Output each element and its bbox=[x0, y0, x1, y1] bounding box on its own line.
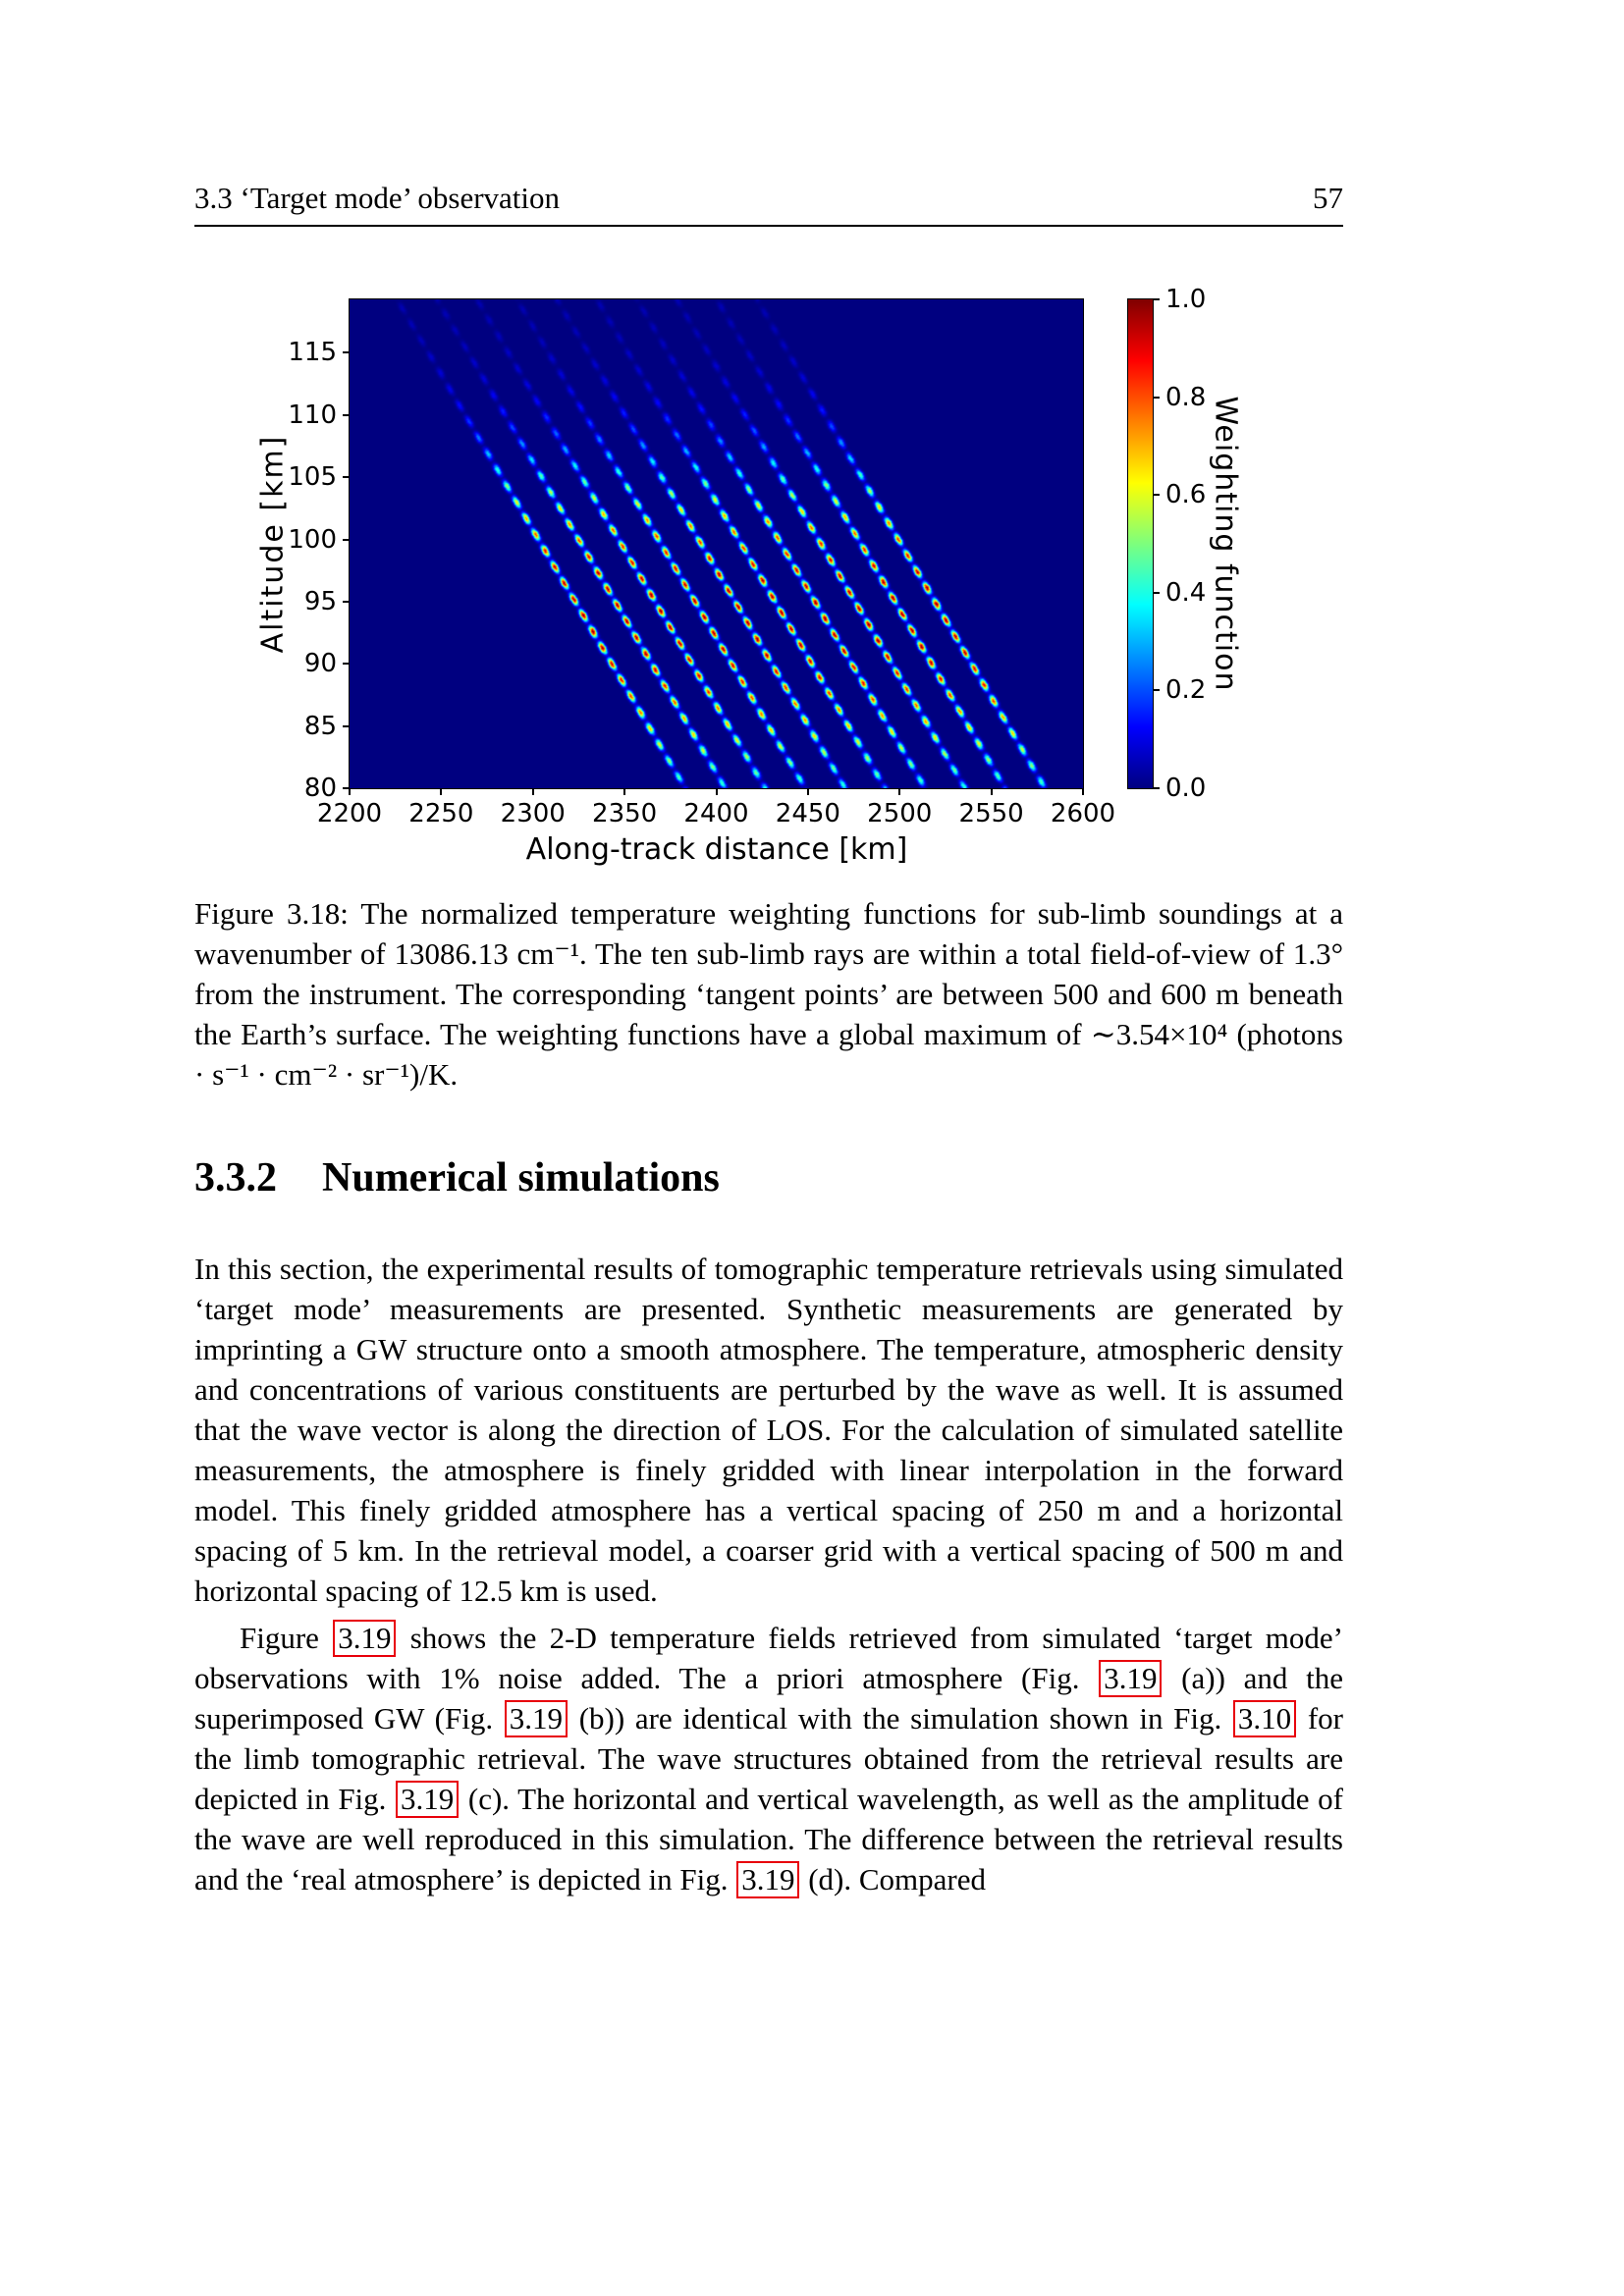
x-tick-label: 2250 bbox=[408, 799, 474, 828]
page-number: 57 bbox=[1313, 181, 1343, 215]
body-text-segment: (c). The horizontal and vertical wavelength, as well as the amplitude of the wave are well reproduced in this simulation. The difference between the retrieval results and the ‘real atmosphere’ is depicted in Fig. bbox=[194, 1782, 1343, 1896]
y-tick-mark bbox=[343, 725, 349, 727]
y-tick-label: 100 bbox=[288, 524, 337, 555]
x-tick-label: 2300 bbox=[500, 799, 566, 828]
x-tick-label: 2450 bbox=[775, 799, 840, 828]
body-text-segment: (d). Compared bbox=[800, 1862, 986, 1896]
y-tick-mark bbox=[343, 601, 349, 603]
running-header-title: 3.3 ‘Target mode’ observation bbox=[194, 181, 561, 215]
colorbar-tick-label: 0.2 bbox=[1165, 675, 1207, 706]
colorbar-label: Weighting function bbox=[1208, 396, 1243, 692]
colorbar-tick-mark bbox=[1154, 298, 1160, 300]
x-tick-mark bbox=[532, 789, 534, 795]
x-tick-label: 2500 bbox=[867, 799, 933, 828]
y-tick-label: 80 bbox=[303, 774, 337, 803]
y-tick-label: 95 bbox=[303, 586, 337, 616]
y-tick-mark bbox=[343, 476, 349, 478]
section-title: Numerical simulations bbox=[322, 1155, 720, 1201]
y-tick-label: 85 bbox=[303, 711, 337, 741]
colorbar-tick-mark bbox=[1154, 787, 1160, 789]
section-number: 3.3.2 bbox=[194, 1155, 277, 1201]
x-tick-mark bbox=[440, 789, 442, 795]
y-tick-mark bbox=[343, 351, 349, 353]
x-tick-mark bbox=[1082, 789, 1084, 795]
colorbar-tick-label: 0.6 bbox=[1165, 480, 1207, 510]
y-tick-mark bbox=[343, 663, 349, 665]
header-rule bbox=[194, 225, 1343, 227]
figure-reference-link[interactable]: 3.19 bbox=[333, 1620, 396, 1657]
colorbar-tick-mark bbox=[1154, 397, 1160, 399]
x-tick-label: 2400 bbox=[683, 799, 749, 828]
y-tick-label: 90 bbox=[303, 649, 337, 679]
paragraph-2 bbox=[194, 1618, 1343, 1899]
body-text-segment: (a)) and the superimposed GW (Fig. bbox=[194, 1661, 1343, 1735]
colorbar-tick-mark bbox=[1154, 592, 1160, 594]
x-tick-mark bbox=[898, 789, 900, 795]
figure-caption: Figure 3.18: The normalized temperature weighting functions for sub-limb soundings at a wavenumber of 13086.13 cm⁻¹. The ten sub-limb rays are within a total field-of-view of 1.3° from the instrument. The corresponding ‘tangent points’ are between 500 and 600 m beneath the Earth’s surface. The weighting functions have a global maximum of ∼3.54×10⁴ (photons · s⁻¹ · cm⁻² · sr⁻¹)/K. bbox=[194, 896, 1343, 1092]
y-tick-label: 110 bbox=[288, 400, 337, 430]
x-tick-label: 2550 bbox=[958, 799, 1024, 828]
x-tick-label: 2600 bbox=[1050, 799, 1116, 828]
colorbar-tick-mark bbox=[1154, 689, 1160, 691]
figure-reference-link[interactable]: 3.19 bbox=[1099, 1660, 1162, 1697]
body-text-segment: Figure bbox=[240, 1621, 333, 1655]
y-axis-label: Altitude [km] bbox=[255, 434, 291, 654]
figure-reference-link[interactable]: 3.19 bbox=[505, 1700, 568, 1737]
body-text-segment: (b)) are identical with the simulation shown in Fig. bbox=[568, 1701, 1232, 1735]
colorbar-tick-label: 0.8 bbox=[1165, 382, 1207, 412]
colorbar bbox=[1127, 298, 1154, 789]
x-tick-mark bbox=[991, 789, 993, 795]
x-tick-mark bbox=[349, 789, 351, 795]
y-tick-label: 115 bbox=[288, 338, 337, 368]
figure-reference-link[interactable]: 3.19 bbox=[736, 1861, 799, 1898]
colorbar-tick-mark bbox=[1154, 494, 1160, 496]
section-heading bbox=[194, 1154, 720, 1201]
x-tick-mark bbox=[623, 789, 625, 795]
colorbar-tick-label: 1.0 bbox=[1165, 285, 1207, 314]
body-text-segment: for the limb tomographic retrieval. The wave structures obtained from the retrieval results are depicted in Fig. bbox=[194, 1701, 1343, 1816]
y-tick-mark bbox=[343, 414, 349, 416]
figure-reference-link[interactable]: 3.19 bbox=[396, 1781, 459, 1818]
y-tick-mark bbox=[343, 539, 349, 541]
body-text-column bbox=[194, 1249, 1343, 1899]
weighting-function-heatmap bbox=[349, 298, 1084, 789]
x-tick-label: 2200 bbox=[316, 799, 383, 828]
colorbar-tick-label: 0.4 bbox=[1165, 577, 1207, 608]
paragraph-1: In this section, the experimental results of tomographic temperature retrievals using simulated ‘target mode’ measurements are presented. Synthetic measurements are generated by imprinting a GW structure onto a smooth atmosphere. The temperature, atmospheric density and concentrations of various constituents are perturbed by the wave as well. It is assumed that the wave vector is along the direction of LOS. For the calculation of simulated satellite measurements, the atmosphere is finely gridded with linear interpolation in the forward model. This finely gridded atmosphere has a vertical spacing of 250 m and a horizontal spacing of 5 km. In the retrieval model, a coarser grid with a vertical spacing of 500 m and horizontal spacing of 12.5 km is used. bbox=[194, 1252, 1343, 1608]
x-tick-mark bbox=[807, 789, 809, 795]
x-tick-mark bbox=[716, 789, 718, 795]
figure-reference-link[interactable]: 3.10 bbox=[1233, 1700, 1296, 1737]
body-text-segment: shows the 2-D temperature fields retrieved from simulated ‘target mode’ observations with 1% noise added. The a priori atmosphere (Fig. bbox=[194, 1621, 1343, 1695]
y-tick-label: 105 bbox=[288, 462, 337, 493]
x-tick-label: 2350 bbox=[592, 799, 658, 828]
x-axis-label: Along-track distance [km] bbox=[525, 832, 908, 867]
colorbar-tick-label: 0.0 bbox=[1165, 774, 1207, 803]
